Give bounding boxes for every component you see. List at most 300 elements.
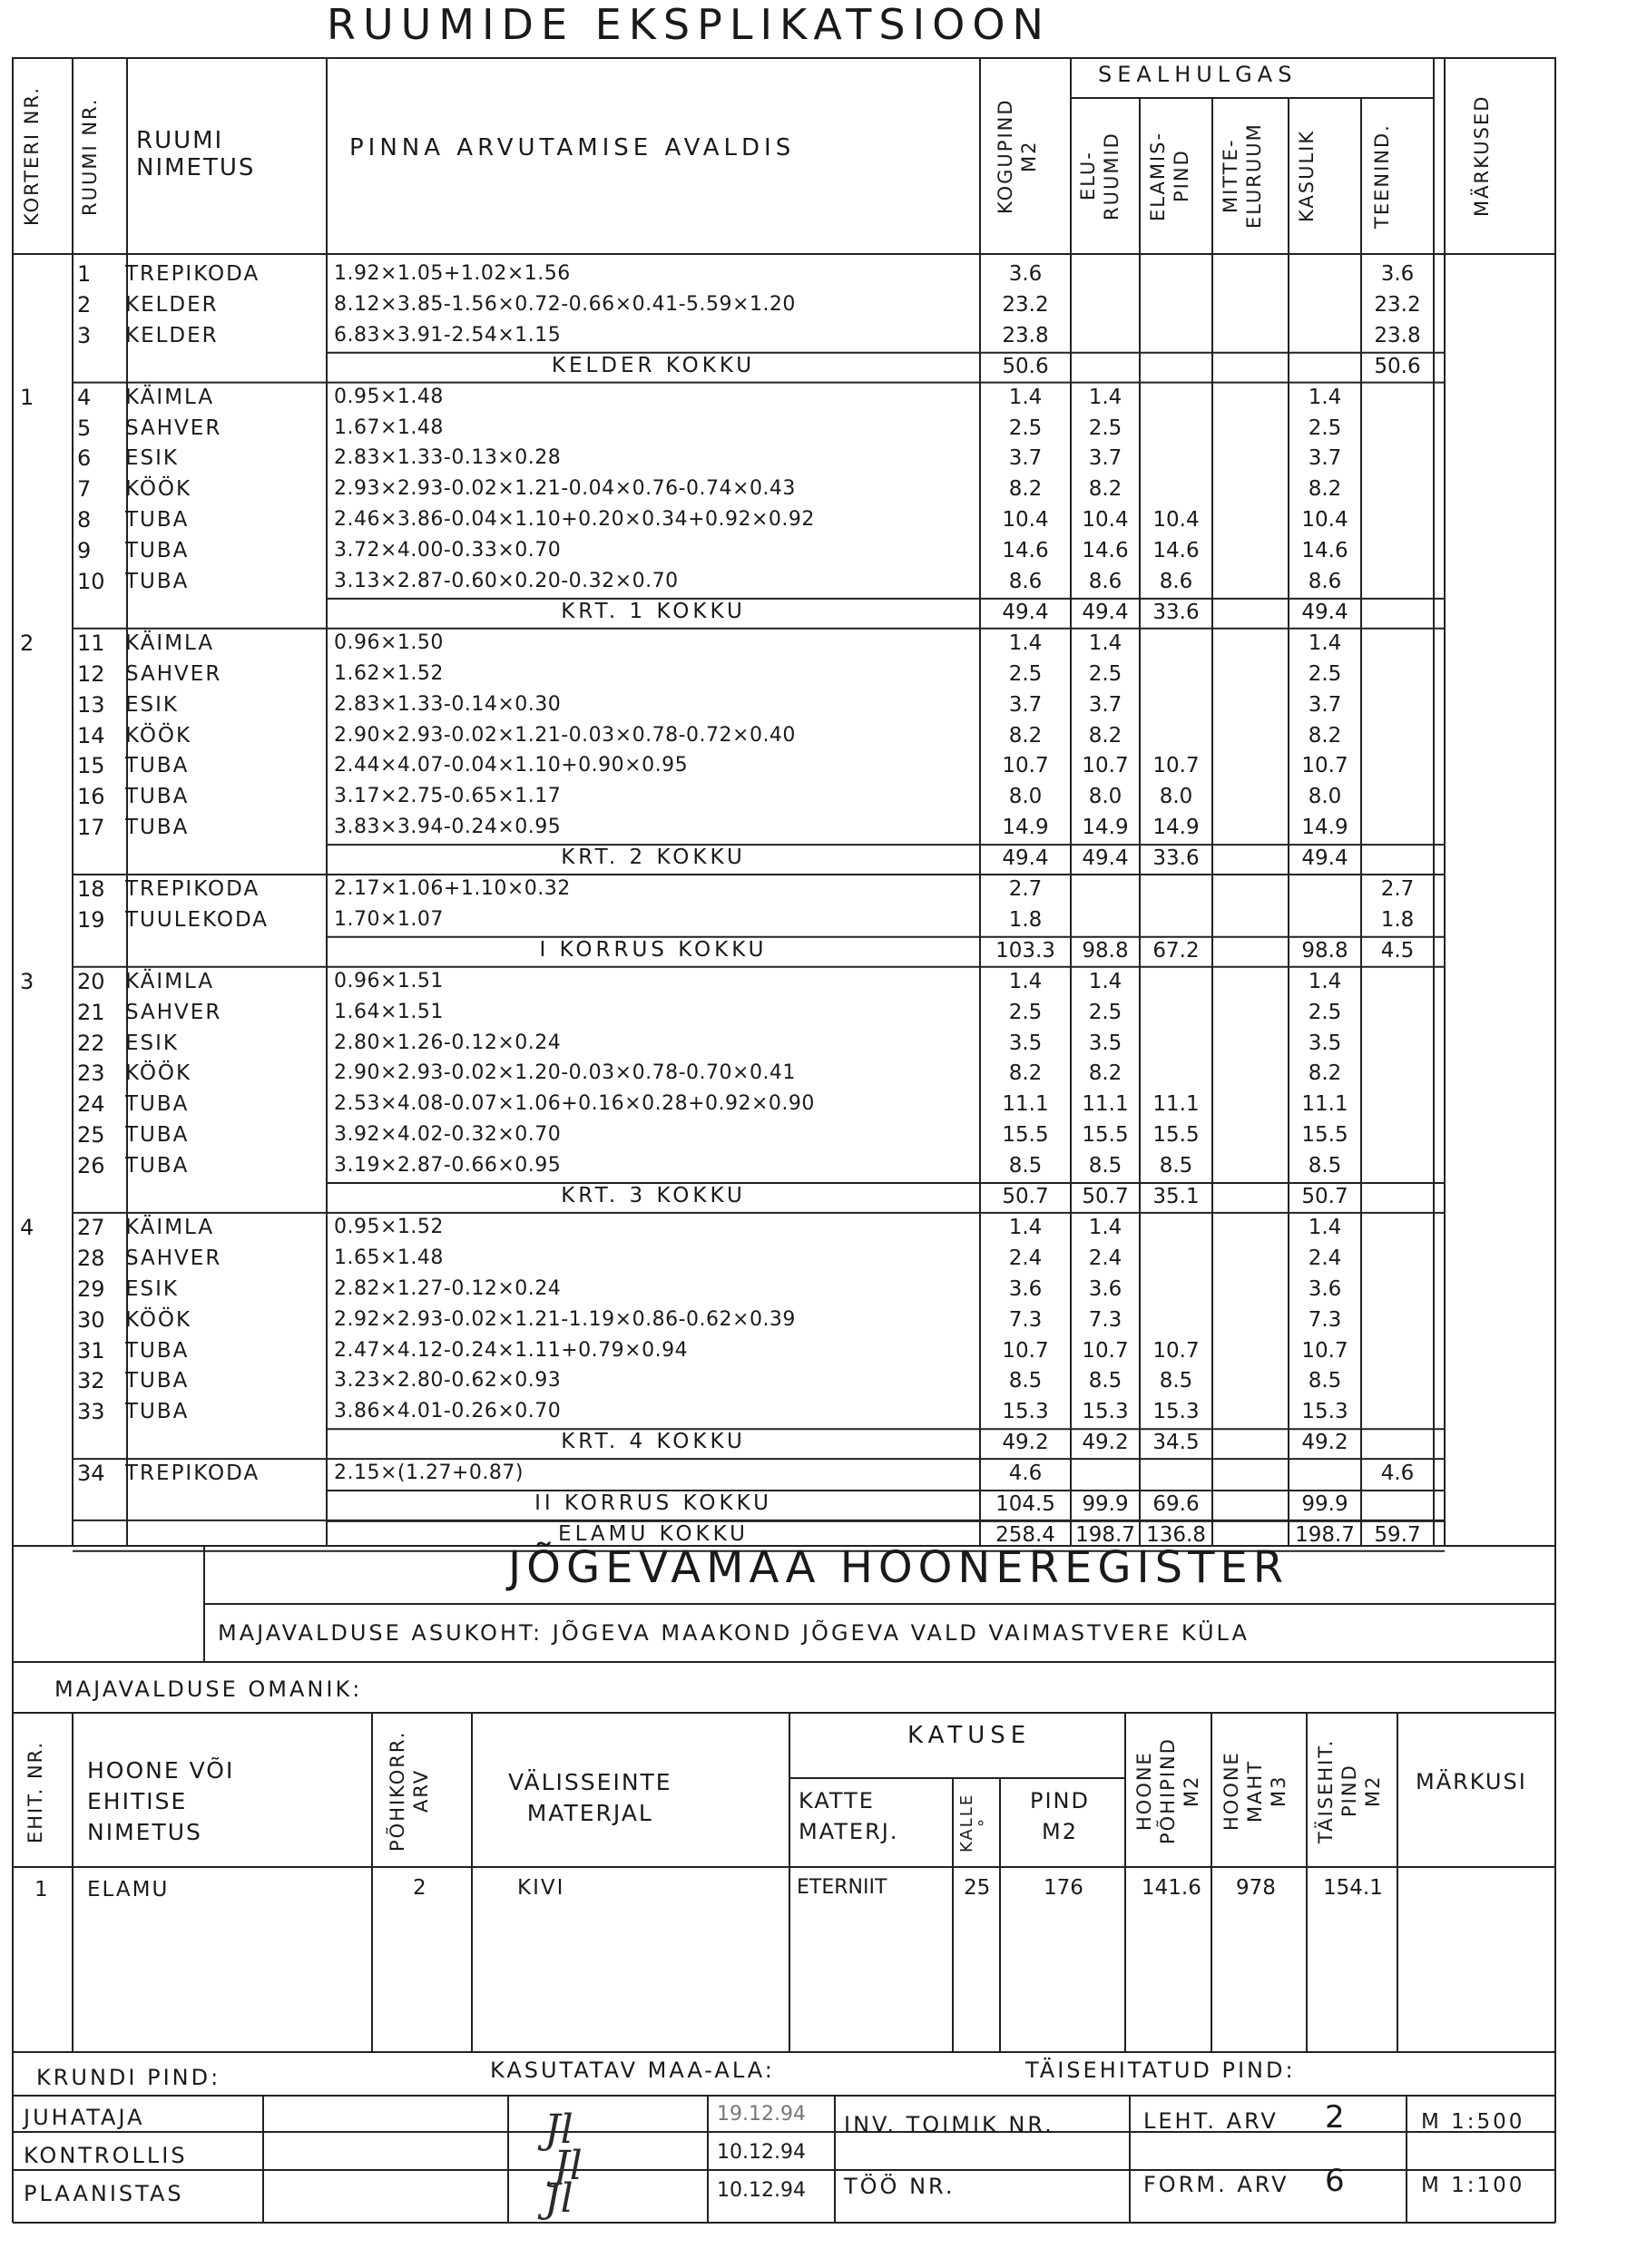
room-number: 20 [77, 968, 105, 994]
header-maht: HOONE MAHT M3 [1220, 1751, 1289, 1831]
value-total: 49.4 [1002, 600, 1049, 624]
value-kasulik: 2.5 [1308, 415, 1342, 440]
subtotal-label: KRT. 1 KOKKU [561, 599, 746, 623]
room-number: 9 [77, 538, 92, 564]
value-total: 3.5 [1008, 1031, 1043, 1055]
building-floors: 2 [413, 1876, 426, 1900]
room-name: KELDER [125, 323, 219, 347]
room-name: KÖÖK [125, 723, 192, 748]
value-total: 15.3 [1002, 1400, 1049, 1424]
header-teenind: TEENIND. [1371, 123, 1393, 229]
value-elu: 15.5 [1082, 1123, 1129, 1148]
room-name: TUBA [125, 508, 190, 533]
room-name: TUULEKODA [125, 907, 270, 932]
header-pinna: PINNA ARVUTAMISE AVALDIS [349, 134, 796, 161]
signature-plaanistas: Jl [544, 2175, 573, 2222]
building-roof-area: 176 [1044, 1876, 1083, 1900]
room-name: TUBA [125, 816, 190, 840]
table-row [0, 1397, 1637, 1428]
subtotal-row [0, 1182, 1637, 1213]
value-teenind: 59.7 [1374, 1522, 1421, 1547]
too-label: TÖÖ NR. [844, 2174, 956, 2199]
value-total: 2.4 [1008, 1246, 1043, 1270]
room-number: 2 [77, 291, 92, 318]
leht-value: 2 [1325, 2099, 1348, 2136]
room-formula: 2.80×1.26-0.12×0.24 [334, 1031, 562, 1054]
room-name: KÄIMLA [125, 631, 215, 655]
room-formula: 3.92×4.02-0.32×0.70 [334, 1123, 562, 1147]
value-elu: 8.2 [1088, 723, 1122, 748]
room-formula: 3.13×2.87-0.60×0.20-0.32×0.70 [334, 570, 679, 592]
value-total: 4.6 [1008, 1461, 1043, 1486]
header-korteri-nr: KORTERI NR. [21, 86, 43, 227]
table-row [0, 721, 1637, 752]
subtotal-row [0, 598, 1637, 629]
room-formula: 2.17×1.06+1.10×0.32 [334, 877, 571, 900]
table-row [0, 1305, 1637, 1336]
room-formula: 0.95×1.48 [334, 385, 444, 408]
room-formula: 2.83×1.33-0.14×0.30 [334, 692, 562, 716]
table-row [0, 629, 1637, 660]
value-elamis: 8.5 [1159, 1154, 1193, 1178]
room-name: KELDER [125, 292, 219, 317]
table-row [0, 905, 1637, 936]
room-number: 14 [77, 722, 105, 748]
value-elamis: 33.6 [1152, 600, 1200, 624]
table-row [0, 1059, 1637, 1090]
value-kasulik: 8.2 [1308, 723, 1342, 748]
register-title: JÕGEVAMAA HOONEREGISTER [508, 1542, 1289, 1593]
room-number: 34 [77, 1461, 105, 1487]
room-formula: 0.96×1.50 [334, 631, 444, 654]
value-total: 104.5 [995, 1492, 1055, 1516]
value-kasulik: 2.4 [1308, 1246, 1342, 1270]
table-row [0, 321, 1637, 352]
header-elu: ELU- RUUMID [1077, 132, 1122, 220]
value-total: 8.2 [1008, 477, 1043, 502]
value-kasulik: 3.7 [1308, 692, 1342, 717]
header-kogupind: KOGUPIND M2 [995, 98, 1040, 214]
room-formula: 8.12×3.85-1.56×0.72-0.66×0.41-5.59×1.20 [334, 292, 796, 316]
room-name: KÖÖK [125, 1061, 192, 1086]
value-teenind: 2.7 [1380, 877, 1415, 901]
date-kontrollis: 10.12.94 [717, 2141, 806, 2164]
apartment-number: 3 [20, 968, 34, 994]
room-formula: 3.72×4.00-0.33×0.70 [334, 539, 562, 562]
room-name: ESIK [125, 1276, 179, 1301]
value-kasulik: 8.0 [1308, 785, 1342, 809]
value-kasulik: 15.3 [1301, 1400, 1348, 1424]
room-name: TREPIKODA [125, 1461, 260, 1486]
value-elu: 2.4 [1088, 1246, 1122, 1270]
date-plaanistas: 10.12.94 [717, 2179, 806, 2202]
building-roof: ETERNIIT [797, 1876, 887, 1899]
value-total: 103.3 [995, 938, 1055, 963]
building-slope: 25 [964, 1876, 991, 1900]
room-formula: 3.23×2.80-0.62×0.93 [334, 1369, 562, 1393]
value-total: 8.2 [1008, 723, 1043, 748]
value-elamis: 10.7 [1152, 754, 1200, 778]
subtotal-label: KRT. 4 KOKKU [561, 1430, 746, 1454]
value-elu: 14.6 [1082, 539, 1129, 563]
header-katus: KATUSE [907, 1722, 1032, 1749]
room-formula: 0.96×1.51 [334, 969, 444, 992]
value-total: 258.4 [995, 1522, 1055, 1547]
value-total: 2.5 [1008, 661, 1043, 686]
value-teenind: 3.6 [1380, 262, 1415, 286]
value-teenind: 23.8 [1374, 323, 1421, 347]
room-name: TREPIKODA [125, 877, 260, 901]
header-elamis: ELAMIS- PIND [1147, 131, 1192, 221]
value-elu: 11.1 [1082, 1092, 1129, 1117]
room-number: 12 [77, 660, 105, 687]
room-name: TUBA [125, 1092, 190, 1117]
value-elu: 3.6 [1088, 1276, 1122, 1301]
room-formula: 1.65×1.48 [334, 1246, 444, 1269]
room-formula: 2.46×3.86-0.04×1.10+0.20×0.34+0.92×0.92 [334, 508, 815, 532]
table-row [0, 1090, 1637, 1120]
value-total: 1.4 [1008, 631, 1043, 655]
room-formula: 2.83×1.33-0.13×0.28 [334, 446, 562, 470]
value-kasulik: 2.5 [1308, 1000, 1342, 1024]
form-label: FORM. ARV [1143, 2172, 1289, 2197]
table-row [0, 1029, 1637, 1060]
table-row [0, 998, 1637, 1029]
value-kasulik: 8.2 [1308, 477, 1342, 502]
header-kalle: KALLE ° [957, 1793, 995, 1853]
value-kasulik: 11.1 [1301, 1092, 1348, 1117]
value-kasulik: 1.4 [1308, 385, 1342, 409]
room-number: 4 [77, 384, 92, 410]
value-elamis: 8.6 [1159, 570, 1193, 593]
table-row [0, 1120, 1637, 1151]
value-total: 3.7 [1008, 446, 1043, 471]
room-name: TUBA [125, 785, 190, 809]
apartment-number: 4 [20, 1214, 34, 1240]
table-row [0, 1336, 1637, 1367]
room-number: 7 [77, 476, 92, 503]
value-elamis: 10.4 [1152, 508, 1200, 533]
value-total: 1.4 [1008, 969, 1043, 993]
value-elamis: 8.5 [1159, 1369, 1193, 1393]
room-name: TUBA [125, 1338, 190, 1363]
building-name: ELAMU [87, 1878, 170, 1901]
room-formula: 3.17×2.75-0.65×1.17 [334, 785, 562, 808]
value-total: 23.8 [1002, 323, 1049, 347]
value-kasulik: 7.3 [1308, 1307, 1342, 1332]
room-name: TUBA [125, 570, 190, 593]
room-formula: 6.83×3.91-2.54×1.15 [334, 323, 562, 347]
value-elu: 8.2 [1088, 1061, 1122, 1086]
room-formula: 2.92×2.93-0.02×1.21-1.19×0.86-0.62×0.39 [334, 1307, 796, 1331]
value-elu: 50.7 [1082, 1185, 1129, 1208]
room-number: 11 [77, 630, 105, 656]
header-pind: PIND M2 [1030, 1788, 1090, 1844]
owner-label: MAJAVALDUSE OMANIK: [54, 1677, 363, 1702]
value-kasulik: 3.6 [1308, 1276, 1342, 1301]
header-markused: MÄRKUSED [1471, 94, 1493, 218]
value-total: 8.5 [1008, 1154, 1043, 1178]
value-teenind: 1.8 [1380, 907, 1415, 932]
value-kasulik: 14.9 [1301, 816, 1348, 840]
building-walls: KIVI [517, 1876, 565, 1900]
room-number: 3 [77, 322, 92, 348]
building-base-area: 141.6 [1142, 1876, 1201, 1900]
room-name: SAHVER [125, 1000, 222, 1024]
room-name: TUBA [125, 1400, 190, 1424]
signature-kontrollis: Jl [554, 2143, 583, 2189]
header-sealhulgas: SEALHULGAS [1098, 62, 1298, 87]
room-number: 5 [77, 415, 92, 441]
room-name: KÄIMLA [125, 969, 215, 993]
value-elu: 2.5 [1088, 661, 1122, 686]
value-kasulik: 10.7 [1301, 754, 1348, 778]
value-kasulik: 3.5 [1308, 1031, 1342, 1055]
building-volume: 978 [1236, 1876, 1276, 1900]
value-elu: 198.7 [1075, 1522, 1135, 1547]
value-elu: 8.0 [1088, 785, 1122, 809]
value-elamis: 136.8 [1146, 1522, 1206, 1547]
room-name: SAHVER [125, 415, 222, 440]
value-total: 23.2 [1002, 292, 1049, 317]
value-kasulik: 1.4 [1308, 969, 1342, 993]
value-kasulik: 8.2 [1308, 1061, 1342, 1086]
value-elu: 1.4 [1088, 969, 1122, 993]
table-row [0, 259, 1637, 290]
value-kasulik: 8.5 [1308, 1154, 1342, 1178]
room-name: KÄIMLA [125, 1215, 215, 1239]
room-name: TUBA [125, 1154, 190, 1178]
value-total: 14.6 [1002, 539, 1049, 563]
value-elu: 3.7 [1088, 692, 1122, 717]
page-title: RUUMIDE EKSPLIKATSIOON [327, 0, 1051, 49]
value-elu: 1.4 [1088, 631, 1122, 655]
juhataja-label: JUHATAJA [24, 2105, 145, 2130]
room-number: 28 [77, 1245, 105, 1271]
value-elu: 10.4 [1082, 508, 1129, 533]
room-name: KÄIMLA [125, 385, 215, 409]
value-total: 10.7 [1002, 1338, 1049, 1363]
value-kasulik: 2.5 [1308, 661, 1342, 686]
value-kasulik: 99.9 [1301, 1492, 1348, 1516]
value-total: 11.1 [1002, 1092, 1049, 1117]
room-name: TUBA [125, 1123, 190, 1148]
room-formula: 2.90×2.93-0.02×1.21-0.03×0.78-0.72×0.40 [334, 723, 796, 747]
value-total: 10.7 [1002, 754, 1049, 778]
room-formula: 2.47×4.12-0.24×1.11+0.79×0.94 [334, 1338, 689, 1362]
room-formula: 0.95×1.52 [334, 1215, 444, 1238]
value-elamis: 11.1 [1152, 1092, 1200, 1117]
value-total: 2.7 [1008, 877, 1043, 901]
room-formula: 2.15×(1.27+0.87) [334, 1461, 524, 1485]
value-total: 8.6 [1008, 570, 1043, 593]
room-number: 26 [77, 1153, 105, 1179]
scale-1: M 1:500 [1421, 2110, 1525, 2134]
value-elamis: 14.9 [1152, 816, 1200, 840]
value-kasulik: 50.7 [1301, 1185, 1348, 1208]
value-elu: 3.7 [1088, 446, 1122, 471]
room-name: ESIK [125, 1031, 179, 1055]
value-kasulik: 8.6 [1308, 570, 1342, 593]
room-number: 23 [77, 1061, 105, 1087]
room-formula: 1.67×1.48 [334, 415, 444, 439]
table-row [0, 813, 1637, 844]
value-kasulik: 10.4 [1301, 508, 1348, 533]
scale-2: M 1:100 [1421, 2174, 1525, 2197]
apartment-number: 2 [20, 630, 34, 656]
table-row [0, 1366, 1637, 1397]
table-row [0, 690, 1637, 721]
kasutatav-label: KASUTATAV MAA-ALA: [490, 2058, 775, 2083]
taisehitatud-label: TÄISEHITATUD PIND: [1025, 2058, 1296, 2083]
subtotal-row [0, 1428, 1637, 1459]
room-number: 19 [77, 906, 105, 933]
room-formula: 2.82×1.27-0.12×0.24 [334, 1276, 562, 1300]
room-number: 6 [77, 445, 92, 472]
value-total: 49.2 [1002, 1431, 1049, 1455]
subtotal-label: KRT. 2 KOKKU [561, 846, 746, 870]
subtotal-label: KRT. 3 KOKKU [561, 1184, 746, 1207]
header-mitte: MITTE- ELURUUM [1220, 122, 1265, 230]
subtotal-row [0, 352, 1637, 383]
value-elu: 2.5 [1088, 415, 1122, 440]
room-number: 17 [77, 815, 105, 841]
form-value: 6 [1325, 2163, 1348, 2199]
table-row [0, 505, 1637, 536]
room-formula: 2.90×2.93-0.02×1.20-0.03×0.78-0.70×0.41 [334, 1061, 796, 1085]
table-row [0, 967, 1637, 998]
room-formula: 2.44×4.07-0.04×1.10+0.90×0.95 [334, 754, 689, 777]
value-total: 10.4 [1002, 508, 1049, 533]
plaanistas-label: PLAANISTAS [24, 2181, 184, 2206]
table-row [0, 1244, 1637, 1275]
value-teenind: 50.6 [1374, 354, 1421, 378]
room-number: 15 [77, 753, 105, 779]
table-row [0, 660, 1637, 690]
header-katte: KATTE MATERJ. [799, 1788, 899, 1844]
date-juhataja: 19.12.94 [717, 2103, 806, 2126]
value-total: 15.5 [1002, 1123, 1049, 1148]
value-total: 50.6 [1002, 354, 1049, 378]
value-kasulik: 15.5 [1301, 1123, 1348, 1148]
room-name: TUBA [125, 754, 190, 778]
inv-label: INV. TOIMIK NR. [844, 2112, 1054, 2137]
room-name: TUBA [125, 539, 190, 563]
room-name: TUBA [125, 1369, 190, 1393]
value-elu: 10.7 [1082, 754, 1129, 778]
room-number: 13 [77, 691, 105, 718]
value-elu: 8.6 [1088, 570, 1122, 593]
value-elu: 1.4 [1088, 385, 1122, 409]
value-elamis: 15.3 [1152, 1400, 1200, 1424]
table-row [0, 875, 1637, 905]
table-row [0, 383, 1637, 414]
room-formula: 1.64×1.51 [334, 1000, 444, 1023]
room-number: 10 [77, 569, 105, 594]
room-formula: 1.92×1.05+1.02×1.56 [334, 262, 571, 285]
subtotal-label: KELDER KOKKU [551, 353, 756, 377]
value-total: 1.4 [1008, 1215, 1043, 1239]
room-number: 8 [77, 507, 92, 533]
table-row [0, 751, 1637, 782]
table-row [0, 290, 1637, 321]
table-row [0, 536, 1637, 567]
value-total: 8.2 [1008, 1061, 1043, 1086]
room-number: 31 [77, 1337, 105, 1364]
value-elamis: 34.5 [1152, 1431, 1200, 1455]
value-elu: 8.5 [1088, 1154, 1122, 1178]
subtotal-row [0, 936, 1637, 967]
value-kasulik: 98.8 [1301, 938, 1348, 963]
value-elamis: 69.6 [1152, 1492, 1200, 1516]
value-elu: 8.2 [1088, 477, 1122, 502]
value-teenind: 4.6 [1380, 1461, 1415, 1486]
krundi-label: KRUNDI PIND: [36, 2065, 221, 2090]
subtotal-row [0, 1490, 1637, 1520]
subtotal-row [0, 844, 1637, 875]
value-kasulik: 49.4 [1301, 600, 1348, 624]
room-name: SAHVER [125, 1246, 222, 1270]
value-elu: 8.5 [1088, 1369, 1122, 1393]
table-row [0, 1275, 1637, 1305]
header-seinad: VÄLISSEINTE MATERJAL [508, 1769, 672, 1826]
value-kasulik: 1.4 [1308, 1215, 1342, 1239]
value-elamis: 35.1 [1152, 1185, 1200, 1208]
room-number: 16 [77, 784, 105, 810]
room-number: 33 [77, 1399, 105, 1425]
room-name: ESIK [125, 692, 179, 717]
value-kasulik: 198.7 [1295, 1522, 1355, 1547]
table-row [0, 1151, 1637, 1182]
subtotal-label: ELAMU KOKKU [558, 1521, 749, 1546]
value-elu: 15.3 [1082, 1400, 1129, 1424]
header-taisehit: TÄISEHIT. PIND M2 [1315, 1738, 1384, 1843]
value-kasulik: 49.2 [1301, 1431, 1348, 1455]
value-elu: 2.5 [1088, 1000, 1122, 1024]
room-formula: 2.53×4.08-0.07×1.06+0.16×0.28+0.92×0.90 [334, 1092, 815, 1116]
value-teenind: 4.5 [1380, 938, 1415, 963]
value-elu: 49.2 [1082, 1431, 1129, 1455]
value-teenind: 23.2 [1374, 292, 1421, 317]
header-ruumi-nr: RUUMI NR. [79, 97, 101, 216]
value-elu: 3.5 [1088, 1031, 1122, 1055]
value-total: 14.9 [1002, 816, 1049, 840]
room-number: 32 [77, 1368, 105, 1394]
subtotal-label: II KORRUS KOKKU [534, 1491, 772, 1515]
room-number: 29 [77, 1276, 105, 1302]
value-elamis: 14.6 [1152, 539, 1200, 563]
room-name: SAHVER [125, 661, 222, 686]
room-formula: 3.86×4.01-0.26×0.70 [334, 1400, 562, 1423]
value-elamis: 8.0 [1159, 785, 1193, 809]
header-markusi: MÄRKUSI [1416, 1769, 1527, 1794]
value-total: 1.8 [1008, 907, 1043, 932]
value-total: 2.5 [1008, 1000, 1043, 1024]
value-elu: 7.3 [1088, 1307, 1122, 1332]
value-kasulik: 14.6 [1301, 539, 1348, 563]
room-number: 18 [77, 876, 105, 902]
value-elu: 99.9 [1082, 1492, 1129, 1516]
header-ruumi-nimetus: RUUMI NIMETUS [136, 127, 256, 181]
table-row [0, 1213, 1637, 1244]
value-elu: 1.4 [1088, 1215, 1122, 1239]
signature-juhataja: Jl [544, 2107, 573, 2153]
table-row [0, 414, 1637, 445]
room-formula: 3.19×2.87-0.66×0.95 [334, 1154, 562, 1178]
header-korrused: PÕHIKORR. ARV [387, 1730, 432, 1852]
room-formula: 1.70×1.07 [334, 907, 444, 931]
header-ehit-nr: EHIT. NR. [25, 1740, 46, 1843]
